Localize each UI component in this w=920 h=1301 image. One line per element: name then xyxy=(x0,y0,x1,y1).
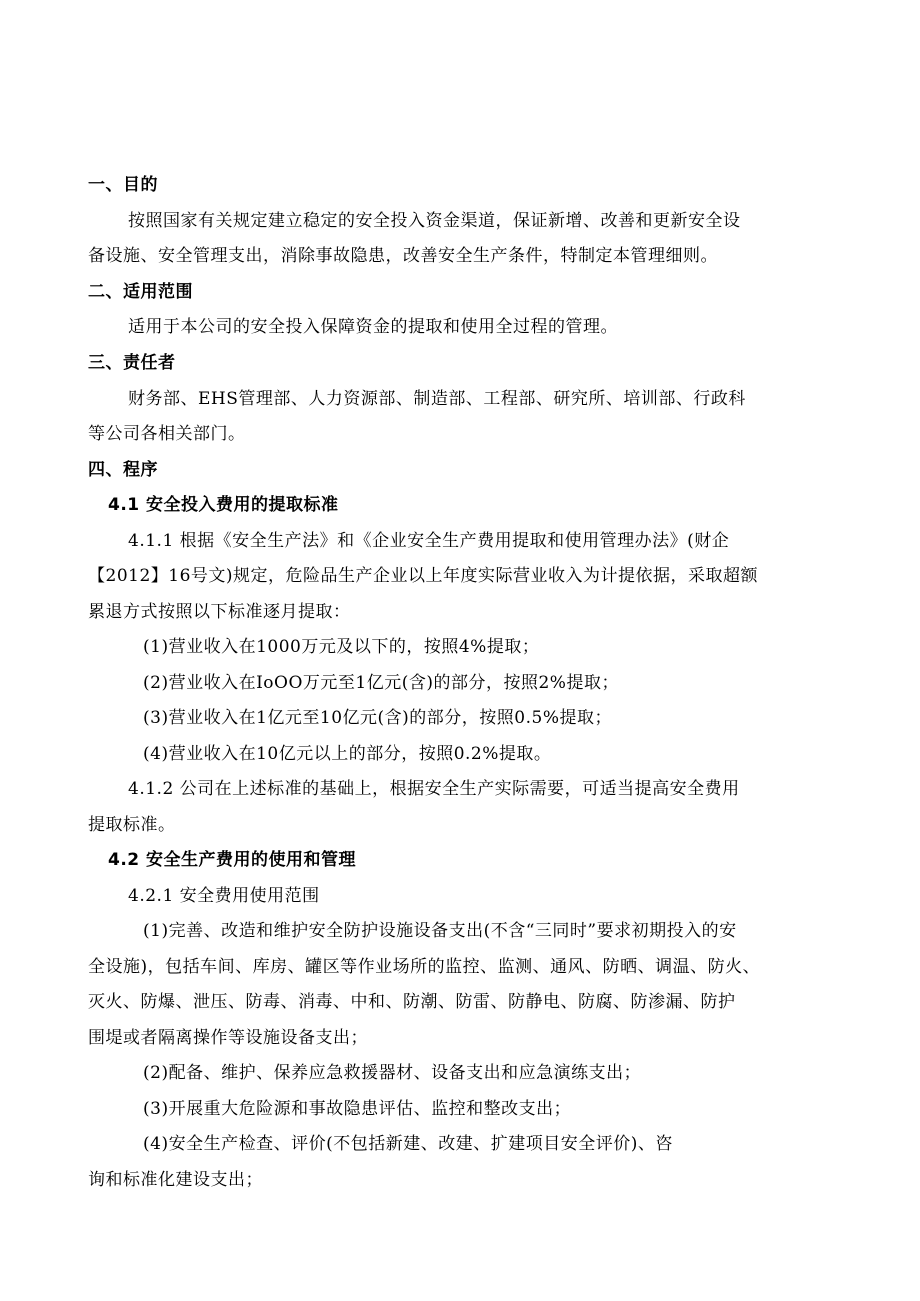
clause-4-2-1-title: 4.2.1 安全费用使用范围 xyxy=(128,886,320,906)
scope-paragraph: 适用于本公司的安全投入保障资金的提取和使用全过程的管理。 xyxy=(128,317,618,337)
usage-item-4-line: (4)安全生产检查、评价(不包括新建、改建、扩建项目安全评价)、咨 xyxy=(143,1134,673,1154)
rate-list-item: (1)营业收入在1000万元及以下的，按照4%提取； xyxy=(143,637,540,657)
usage-item-1-line: 全设施)，包括车间、库房、罐区等作业场所的监控、监测、通风、防晒、调温、防火、 xyxy=(88,957,761,977)
usage-item-3: (3)开展重大危险源和事故隐患评估、监控和整改支出； xyxy=(143,1099,572,1119)
responsible-paragraph-line: 财务部、EHS管理部、人力资源部、制造部、工程部、研究所、培训部、行政科 xyxy=(128,389,746,409)
clause-4-1-1-line: 4.1.1 根据《安全生产法》和《企业安全生产费用提取和使用管理办法》(财企 xyxy=(128,531,730,551)
purpose-paragraph-line: 按照国家有关规定建立稳定的安全投入资金渠道，保证新增、改善和更新安全设 xyxy=(128,211,741,231)
usage-item-1-line: 围堤或者隔离操作等设施设备支出； xyxy=(88,1028,368,1048)
subsection-heading-4-1: 4.1 安全投入费用的提取标准 xyxy=(108,495,339,515)
clause-4-1-1-line: 【2012】16号文)规定，危险品生产企业以上年度实际营业收入为计提依据，采取超额 xyxy=(88,566,759,586)
section-heading-purpose: 一、目的 xyxy=(88,175,158,195)
clause-4-1-1-line: 累退方式按照以下标准逐月提取： xyxy=(88,602,351,622)
responsible-paragraph-line: 等公司各相关部门。 xyxy=(88,424,246,444)
section-heading-procedure: 四、程序 xyxy=(88,460,158,480)
section-heading-scope: 二、适用范围 xyxy=(88,282,193,302)
subsection-heading-4-2: 4.2 安全生产费用的使用和管理 xyxy=(108,850,357,870)
purpose-paragraph-line: 备设施、安全管理支出，消除事故隐患，改善安全生产条件，特制定本管理细则。 xyxy=(88,246,718,266)
usage-item-4-line: 询和标准化建设支出； xyxy=(88,1170,263,1190)
rate-list-item: (2)营业收入在IoOO万元至1亿元(含)的部分，按照2%提取； xyxy=(143,673,619,693)
rate-list-item: (3)营业收入在1亿元至10亿元(含)的部分，按照0.5%提取； xyxy=(143,708,612,728)
clause-4-1-2-line: 4.1.2 公司在上述标准的基础上，根据安全生产实际需要，可适当提高安全费用 xyxy=(128,779,740,799)
usage-item-1-line: 灭火、防爆、泄压、防毒、消毒、中和、防潮、防雷、防静电、防腐、防渗漏、防护 xyxy=(88,992,736,1012)
rate-list-item: (4)营业收入在10亿元以上的部分，按照0.2%提取。 xyxy=(143,744,552,764)
clause-4-1-2-line: 提取标准。 xyxy=(88,815,176,835)
usage-item-1-line: (1)完善、改造和维护安全防护设施设备支出(不含“三同时”要求初期投入的安 xyxy=(143,921,737,941)
usage-item-2: (2)配备、维护、保养应急救援器材、设备支出和应急演练支出； xyxy=(143,1063,642,1083)
section-heading-responsible: 三、责任者 xyxy=(88,353,176,373)
